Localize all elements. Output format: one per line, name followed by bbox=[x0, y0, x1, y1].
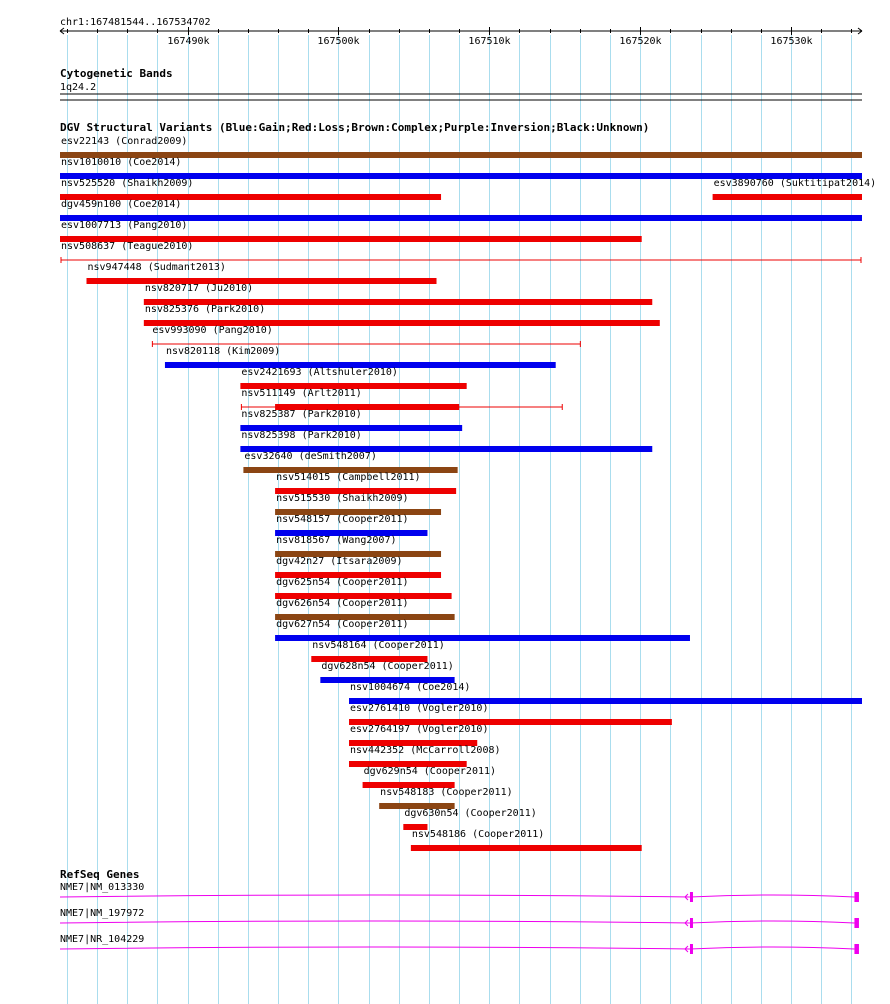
dgv-variant-label: nsv947448 (Sudmant2013) bbox=[87, 262, 226, 273]
dgv-variant-label: dgv629n54 (Cooper2011) bbox=[363, 766, 497, 777]
dgv-variant[interactable] bbox=[275, 619, 690, 641]
dgv-variant[interactable] bbox=[275, 472, 456, 494]
dgv-variant-label: nsv548157 (Cooper2011) bbox=[276, 514, 409, 525]
dgv-variant-label: esv2761410 (Vogler2010) bbox=[350, 703, 489, 714]
dgv-variant-label: esv32640 (deSmith2007) bbox=[244, 451, 377, 462]
dgv-variant-label: nsv820118 (Kim2009) bbox=[165, 346, 281, 357]
dgv-variant-label: nsv548186 (Cooper2011) bbox=[411, 829, 545, 840]
dgv-variant-label: nsv1010010 (Coe2014) bbox=[61, 157, 182, 168]
dgv-variant[interactable] bbox=[275, 556, 441, 578]
refseq-intron-line bbox=[60, 947, 690, 949]
dgv-variant-label: esv3890760 (Suktitipat2014) bbox=[713, 178, 877, 189]
refseq-gene-label: NME7|NR_104229 bbox=[60, 934, 145, 945]
dgv-variant-label: nsv548164 (Cooper2011) bbox=[312, 640, 445, 651]
dgv-variant[interactable] bbox=[240, 409, 462, 431]
refseq-intron-line bbox=[60, 895, 690, 897]
dgv-variant[interactable] bbox=[60, 178, 441, 200]
dgv-variant-label: nsv825387 (Park2010) bbox=[241, 409, 362, 420]
dgv-variant[interactable] bbox=[349, 745, 501, 767]
dgv-variant-label: nsv818567 (Wang2007) bbox=[276, 535, 397, 546]
ruler-tick-label: 167500k bbox=[317, 36, 360, 47]
refseq-intron-line bbox=[690, 947, 854, 949]
dgv-variant[interactable] bbox=[61, 241, 861, 263]
cytoband-track-title: Cytogenetic Bands bbox=[60, 67, 173, 80]
dgv-variant-label: esv2764197 (Vogler2010) bbox=[350, 724, 489, 735]
dgv-variant[interactable] bbox=[349, 703, 672, 725]
dgv-variant[interactable] bbox=[243, 451, 457, 473]
dgv-variant[interactable] bbox=[311, 640, 444, 662]
dgv-variant-bar bbox=[86, 278, 436, 284]
dgv-variant-label: dgv42n27 (Itsara2009) bbox=[276, 556, 403, 567]
dgv-variant[interactable] bbox=[152, 325, 580, 347]
dgv-variant-label: esv2421693 (Altshuler2010) bbox=[241, 367, 398, 378]
refseq-gene-label: NME7|NM_197972 bbox=[60, 908, 145, 919]
dgv-variant[interactable] bbox=[60, 136, 862, 158]
ruler-tick-label: 167520k bbox=[619, 36, 662, 47]
refseq-exon bbox=[854, 892, 859, 902]
dgv-variant[interactable] bbox=[86, 262, 436, 284]
dgv-variant-label: esv22143 (Conrad2009) bbox=[61, 136, 188, 147]
dgv-variant-label: esv993090 (Pang2010) bbox=[152, 325, 273, 336]
dgv-variant[interactable] bbox=[240, 367, 466, 389]
dgv-variant-label: nsv825398 (Park2010) bbox=[241, 430, 362, 441]
refseq-intron-line bbox=[690, 895, 854, 897]
dgv-variant-label: nsv548183 (Cooper2011) bbox=[380, 787, 513, 798]
cytoband-label: 1q24.2 bbox=[60, 82, 97, 93]
dgv-variant[interactable] bbox=[60, 157, 862, 179]
refseq-exon bbox=[854, 918, 859, 928]
dgv-variant-label: nsv442352 (McCarroll2008) bbox=[350, 745, 501, 756]
refseq-exon bbox=[690, 892, 693, 902]
dgv-track[interactable] bbox=[60, 121, 876, 851]
dgv-variant-label: nsv511149 (Arlt2011) bbox=[241, 388, 362, 399]
refseq-gene-label: NME7|NM_013330 bbox=[60, 882, 145, 893]
dgv-variant-label: nsv825376 (Park2010) bbox=[144, 304, 266, 315]
refseq-intron-line bbox=[60, 921, 690, 923]
dgv-variant-label: dgv627n54 (Cooper2011) bbox=[276, 619, 409, 630]
dgv-variant-label: esv1007713 (Pang2010) bbox=[61, 220, 188, 231]
dgv-variant[interactable] bbox=[60, 220, 642, 242]
dgv-features bbox=[60, 136, 876, 851]
dgv-variant[interactable] bbox=[320, 661, 454, 683]
dgv-variant[interactable] bbox=[144, 283, 652, 305]
dgv-variant-bar bbox=[411, 845, 642, 851]
dgv-track-title: DGV Structural Variants (Blue:Gain;Red:Loss;Brown:Complex;Purple:Inversion;Black:Unknown) bbox=[60, 121, 650, 134]
dgv-variant-label: nsv525520 (Shaikh2009) bbox=[61, 178, 194, 189]
dgv-variant[interactable] bbox=[275, 493, 441, 515]
dgv-variant[interactable] bbox=[144, 304, 660, 326]
dgv-variant[interactable] bbox=[275, 514, 427, 536]
ruler-tick-label: 167490k bbox=[167, 36, 210, 47]
dgv-variant[interactable] bbox=[60, 199, 862, 221]
region-label: chr1:167481544..167534702 bbox=[60, 17, 211, 28]
dgv-variant[interactable] bbox=[275, 577, 452, 599]
refseq-exon bbox=[690, 918, 693, 928]
dgv-variant-bar bbox=[713, 194, 862, 200]
dgv-variant-label: dgv630n54 (Cooper2011) bbox=[404, 808, 537, 819]
dgv-variant[interactable] bbox=[275, 535, 441, 557]
dgv-variant[interactable] bbox=[275, 598, 455, 620]
dgv-variant-label: nsv508637 (Teague2010) bbox=[61, 241, 194, 252]
ruler-tick-label: 167510k bbox=[468, 36, 511, 47]
refseq-intron-line bbox=[690, 921, 854, 923]
dgv-variant[interactable] bbox=[349, 682, 862, 704]
ruler-tick-label: 167530k bbox=[770, 36, 813, 47]
dgv-variant[interactable] bbox=[165, 346, 556, 368]
cytoband-track[interactable] bbox=[60, 67, 862, 100]
dgv-variant[interactable] bbox=[411, 829, 642, 851]
dgv-variant[interactable] bbox=[241, 388, 562, 410]
dgv-variant-label: dgv459n100 (Coe2014) bbox=[61, 199, 182, 210]
dgv-variant-label: nsv514015 (Campbell2011) bbox=[276, 472, 421, 483]
refseq-track-title: RefSeq Genes bbox=[60, 868, 140, 881]
dgv-variant-label: nsv1004674 (Coe2014) bbox=[350, 682, 471, 693]
dgv-variant[interactable] bbox=[403, 808, 536, 830]
dgv-variant-label: nsv515530 (Shaikh2009) bbox=[276, 493, 409, 504]
ruler-track[interactable] bbox=[60, 17, 862, 47]
dgv-variant[interactable] bbox=[240, 430, 652, 452]
refseq-exon bbox=[854, 944, 859, 954]
dgv-variant-label: nsv820717 (Ju2010) bbox=[144, 283, 254, 294]
dgv-variant-label: dgv626n54 (Cooper2011) bbox=[276, 598, 409, 609]
dgv-variant-label: dgv628n54 (Cooper2011) bbox=[321, 661, 454, 672]
dgv-variant-label: dgv625n54 (Cooper2011) bbox=[276, 577, 409, 588]
refseq-exon bbox=[690, 944, 693, 954]
